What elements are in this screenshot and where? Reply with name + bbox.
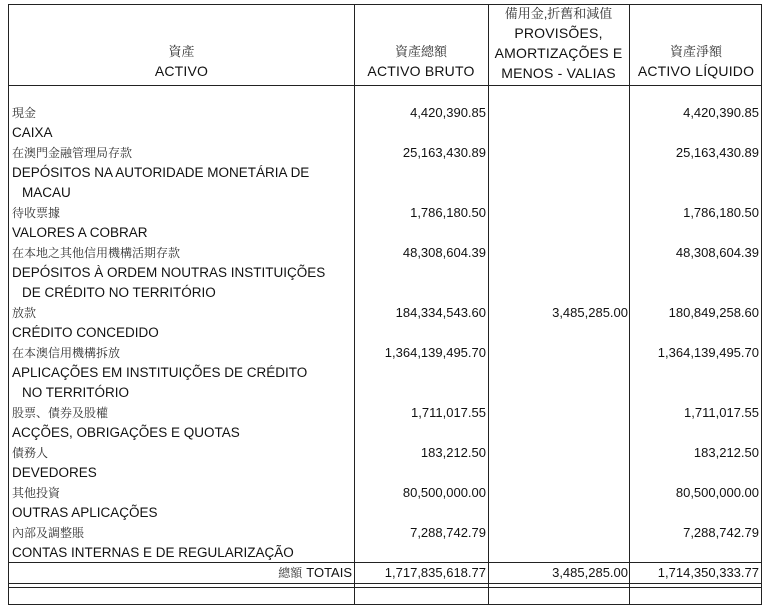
cell-activo-liquido: 183,212.50: [693, 445, 759, 460]
total-provisoes: 3,485,285.00: [552, 565, 628, 580]
row-label-zh: 放款: [12, 306, 37, 320]
balance-sheet-table: [8, 4, 762, 605]
cell-activo-bruto: 25,163,430.89: [402, 145, 486, 160]
row-label-pt: CRÉDITO CONCEDIDO: [12, 325, 159, 340]
row-label-pt-cont: DE CRÉDITO NO TERRITÓRIO: [22, 285, 216, 300]
row-label-pt: DEPÓSITOS À ORDEM NOUTRAS INSTITUIÇÕES: [12, 265, 326, 280]
cell-activo-liquido: 1,711,017.55: [684, 405, 759, 420]
cell-activo-bruto: 183,212.50: [420, 445, 486, 460]
totals-double-rule-2: [9, 587, 761, 588]
row-label-pt-cont: NO TERRITÓRIO: [22, 385, 130, 400]
cell-activo-liquido: 48,308,604.39: [675, 245, 759, 260]
row-label-zh: 股票、債券及股權: [12, 406, 109, 420]
cell-activo-bruto: 1,711,017.55: [411, 405, 486, 420]
row-label-zh: 現金: [12, 106, 37, 120]
cell-activo-bruto: 7,288,742.79: [410, 525, 486, 540]
row-label-zh: 在本澳信用機構拆放: [12, 346, 121, 360]
totals-label: 總額 TOTAIS: [278, 565, 352, 580]
column-divider: [629, 5, 630, 604]
cell-activo-bruto: 4,420,390.85: [410, 105, 486, 120]
row-label-zh: 內部及調整賬: [12, 526, 85, 540]
row-label-zh: 債務人: [12, 446, 49, 460]
row-label-zh: 待收票據: [12, 206, 61, 220]
row-label-pt: APLICAÇÕES EM INSTITUIÇÕES DE CRÉDITO: [12, 365, 308, 380]
cell-activo-liquido: 80,500,000.00: [675, 485, 759, 500]
row-label-pt: ACÇÕES, OBRIGAÇÕES E QUOTAS: [12, 425, 240, 440]
header-divider: [9, 85, 761, 86]
header-activo: 資產 ACTIVO: [154, 44, 209, 79]
cell-activo-bruto: 48,308,604.39: [402, 245, 486, 260]
row-label-pt: DEPÓSITOS NA AUTORIDADE MONETÁRIA DE: [12, 165, 310, 180]
row-label-pt-cont: MACAU: [22, 185, 71, 200]
row-label-zh: 在澳門金融管理局存款: [12, 146, 133, 160]
cell-provisoes: 3,485,285.00: [552, 305, 628, 320]
row-label-pt: DEVEDORES: [12, 465, 97, 480]
cell-activo-bruto: 184,334,543.60: [395, 305, 486, 320]
row-label-zh: 在本地之其他信用機構活期存款: [12, 246, 181, 260]
total-activo-liquido: 1,714,350,333.77: [657, 565, 759, 580]
column-divider: [354, 5, 355, 604]
cell-activo-liquido: 1,786,180.50: [683, 205, 759, 220]
cell-activo-bruto: 1,364,139,495.70: [384, 345, 486, 360]
totals-double-rule-1: [9, 583, 761, 584]
row-label-pt: VALORES A COBRAR: [12, 225, 148, 240]
total-activo-bruto: 1,717,835,618.77: [384, 565, 486, 580]
row-label-zh: 其他投資: [12, 486, 61, 500]
row-label-pt: CAIXA: [12, 125, 53, 140]
cell-activo-bruto: 1,786,180.50: [410, 205, 486, 220]
cell-activo-liquido: 4,420,390.85: [683, 105, 759, 120]
cell-activo-bruto: 80,500,000.00: [402, 485, 486, 500]
cell-activo-liquido: 25,163,430.89: [675, 145, 759, 160]
header-activo-bruto: 資產總額 ACTIVO BRUTO: [367, 44, 475, 79]
header-activo-liquido: 資產淨額 ACTIVO LÍQUIDO: [637, 44, 755, 79]
cell-activo-liquido: 180,849,258.60: [668, 305, 759, 320]
cell-activo-liquido: 7,288,742.79: [683, 525, 759, 540]
row-label-pt: CONTAS INTERNAS E DE REGULARIZAÇÃO: [12, 545, 294, 560]
row-label-pt: OUTRAS APLICAÇÕES: [12, 505, 158, 520]
cell-activo-liquido: 1,364,139,495.70: [657, 345, 759, 360]
header-provisoes: 備用金,折舊和減值 PROVISÕES, AMORTIZAÇÕES E MENOS - VALIAS: [494, 6, 623, 81]
